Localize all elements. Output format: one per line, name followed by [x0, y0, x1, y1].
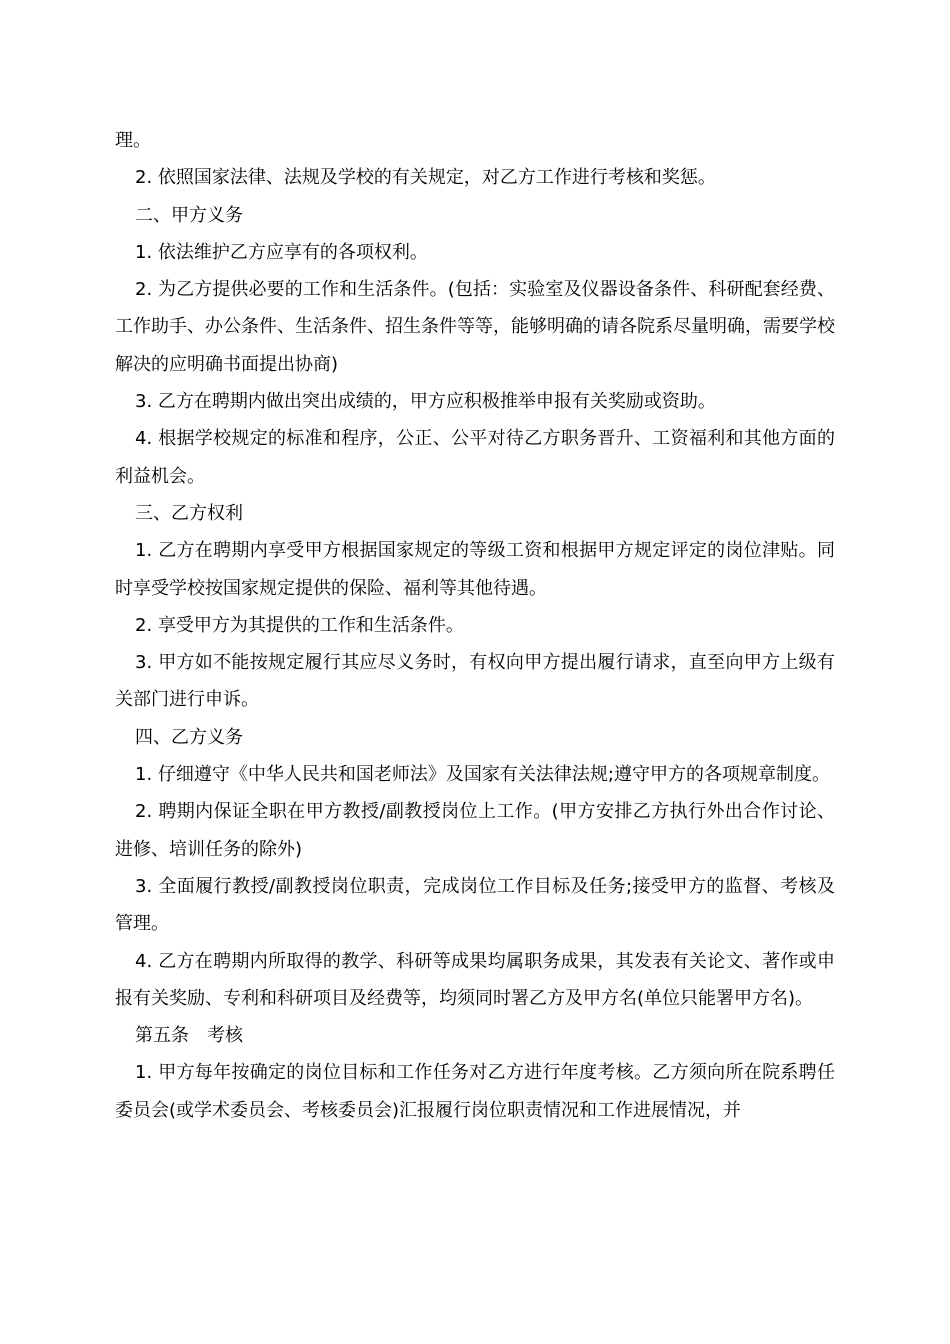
heading-party-a-obligations: 二、甲方义务 — [135, 204, 243, 226]
paragraph-party-b-obligation-2: 2. 聘期内保证全职在甲方教授/副教授岗位上工作。(甲方安排乙方执行外出合作讨论、进修、培训任务的除外) — [115, 801, 835, 860]
paragraph-party-a-obligation-3: 3. 乙方在聘期内做出突出成绩的，甲方应积极推举申报有关奖励或资助。 — [135, 391, 716, 413]
paragraph-party-b-obligation-3: 3. 全面履行教授/副教授岗位职责，完成岗位工作目标及任务;接受甲方的监督、考核及管理。 — [115, 875, 835, 935]
paragraph-party-b-right-3: 3. 甲方如不能按规定履行其应尽义务时，有权向甲方提出履行请求，直至向甲方上级有关部门进行申诉。 — [115, 652, 835, 711]
paragraph-party-a-obligation-1: 1. 依法维护乙方应享有的各项权利。 — [135, 241, 428, 263]
paragraph-assessment-1: 1. 甲方每年按确定的岗位目标和工作任务对乙方进行年度考核。乙方须向所在院系聘任委员会(或学术委员会、考核委员会)汇报履行岗位职责情况和工作进展情况，并 — [115, 1062, 835, 1121]
paragraph-continuation: 理。 — [115, 130, 151, 151]
paragraph-party-b-right-2: 2. 享受甲方为其提供的工作和生活条件。 — [135, 614, 464, 636]
paragraph-party-b-right-1: 1. 乙方在聘期内享受甲方根据国家规定的等级工资和根据甲方规定评定的岗位津贴。同时享受学校按国家规定提供的保险、福利等其他待遇。 — [115, 540, 835, 599]
paragraph-party-a-obligation-4: 4. 根据学校规定的标准和程序，公正、公平对待乙方职务晋升、工资福利和其他方面的利益机会。 — [115, 428, 835, 487]
paragraph-party-a-right-2: 2. 依照国家法律、法规及学校的有关规定，对乙方工作进行考核和奖惩。 — [135, 167, 716, 189]
heading-party-b-obligations: 四、乙方义务 — [135, 726, 243, 748]
paragraph-party-b-obligation-4: 4. 乙方在聘期内所取得的教学、科研等成果均属职务成果，其发表有关论文、著作或申报有关奖励、专利和科研项目及经费等，均须同时署乙方及甲方名(单位只能署甲方名)。 — [115, 950, 835, 1009]
heading-party-b-rights: 三、乙方权利 — [135, 502, 243, 524]
paragraph-party-a-obligation-2: 2. 为乙方提供必要的工作和生活条件。(包括：实验室及仪器设备条件、科研配套经费、工作助手、办公条件、生活条件、招生条件等等，能够明确的请各院系尽量明确，需要学校解决的应明确书面提出协商) — [115, 279, 835, 375]
document-body — [115, 122, 835, 1129]
paragraph-party-b-obligation-1: 1. 仔细遵守《中华人民共和国老师法》及国家有关法律法规;遵守甲方的各项规章制度。 — [135, 764, 830, 786]
heading-article-5-assessment: 第五条 考核 — [135, 1025, 243, 1047]
